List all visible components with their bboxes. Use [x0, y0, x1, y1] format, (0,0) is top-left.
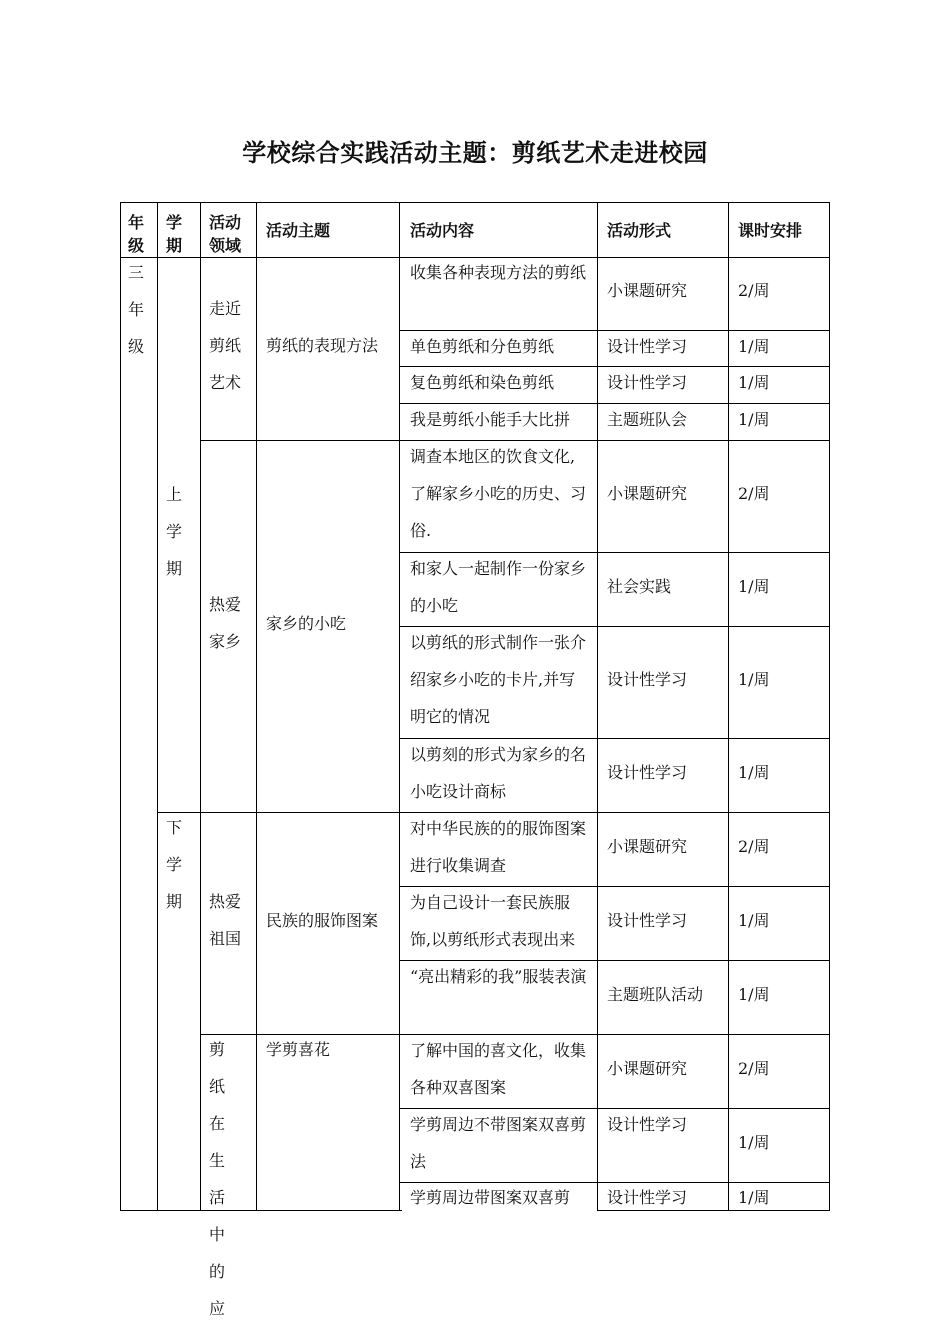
- row-hours: 1/周: [738, 577, 770, 596]
- row-form: 设计性学习: [607, 1188, 688, 1207]
- header-content: 活动内容: [410, 221, 475, 240]
- row-form: 设计性学习: [607, 337, 688, 356]
- row-content: “亮出精彩的我”服装表演: [410, 967, 587, 986]
- row-form: 设计性学习: [607, 911, 688, 930]
- page-title: 学校综合实践活动主题：剪纸艺术走进校园: [242, 139, 708, 167]
- row-form: 社会实践: [607, 577, 672, 596]
- header-theme: 活动主题: [266, 221, 331, 240]
- header-term: 学期: [166, 213, 183, 255]
- row-form: 小课题研究: [607, 1059, 688, 1078]
- row-content: 学剪周边不带图案双喜剪法: [410, 1115, 587, 1171]
- row-content: 学剪周边带图案双喜剪: [410, 1188, 571, 1207]
- row-form: 主题班队活动: [607, 985, 704, 1004]
- theme-cell: 家乡的小吃: [266, 614, 347, 633]
- row-form: 主题班队会: [607, 410, 688, 429]
- row-form: 设计性学习: [607, 373, 688, 392]
- domain-cell: 剪纸在生活中的应: [209, 1040, 232, 1318]
- theme-cell: 剪纸的表现方法: [266, 336, 379, 355]
- grade-cell: 三年级: [128, 263, 145, 356]
- row-form: 设计性学习: [607, 1115, 688, 1134]
- row-hours: 2/周: [738, 281, 770, 300]
- row-content: 单色剪纸和分色剪纸: [410, 337, 555, 356]
- header-grade: 年级: [128, 213, 145, 255]
- row-content: 调查本地区的饮食文化,了解家乡小吃的历史、习俗.: [410, 447, 587, 540]
- row-hours: 1/周: [738, 670, 770, 689]
- row-hours: 2/周: [738, 484, 770, 503]
- theme-cell: 民族的服饰图案: [266, 911, 379, 930]
- row-form: 小课题研究: [607, 484, 688, 503]
- row-hours: 2/周: [738, 837, 770, 856]
- row-content: 了解中国的喜文化，收集各种双喜图案: [410, 1041, 587, 1097]
- row-content: 收集各种表现方法的剪纸: [410, 263, 587, 282]
- row-form: 小课题研究: [607, 281, 688, 300]
- row-hours: 1/周: [738, 410, 770, 429]
- row-hours: 1/周: [738, 1133, 770, 1152]
- row-content: 以剪纸的形式制作一张介绍家乡小吃的卡片,并写明它的情况: [410, 633, 587, 726]
- row-content: 以剪刻的形式为家乡的名小吃设计商标: [410, 745, 587, 801]
- row-content: 对中华民族的的服饰图案进行收集调查: [410, 819, 587, 875]
- domain-cell: 热爱祖国: [209, 892, 242, 948]
- row-form: 设计性学习: [607, 670, 688, 689]
- domain-cell: 热爱家乡: [209, 595, 242, 651]
- row-content: 和家人一起制作一份家乡的小吃: [410, 559, 587, 615]
- row-content: 复色剪纸和染色剪纸: [410, 373, 555, 392]
- header-hours: 课时安排: [738, 221, 803, 240]
- row-form: 小课题研究: [607, 837, 688, 856]
- row-form: 设计性学习: [607, 763, 688, 782]
- domain-cell: 走近剪纸艺术: [209, 299, 242, 392]
- term-second: 下学期: [166, 818, 183, 911]
- header-form: 活动形式: [607, 221, 672, 240]
- row-hours: 2/周: [738, 1059, 770, 1078]
- term-first: 上学期: [166, 485, 183, 578]
- header-domain: 活动领域: [209, 213, 242, 255]
- theme-cell: 学剪喜花: [266, 1040, 331, 1059]
- row-hours: 1/周: [738, 373, 770, 392]
- activity-table: [120, 202, 830, 1318]
- row-content: 为自己设计一套民族服饰,以剪纸形式表现出来: [410, 893, 576, 949]
- row-hours: 1/周: [738, 337, 770, 356]
- row-hours: 1/周: [738, 911, 770, 930]
- row-hours: 1/周: [738, 763, 770, 782]
- row-hours: 1/周: [738, 1188, 770, 1207]
- row-content: 我是剪纸小能手大比拼: [410, 410, 571, 429]
- row-hours: 1/周: [738, 985, 770, 1004]
